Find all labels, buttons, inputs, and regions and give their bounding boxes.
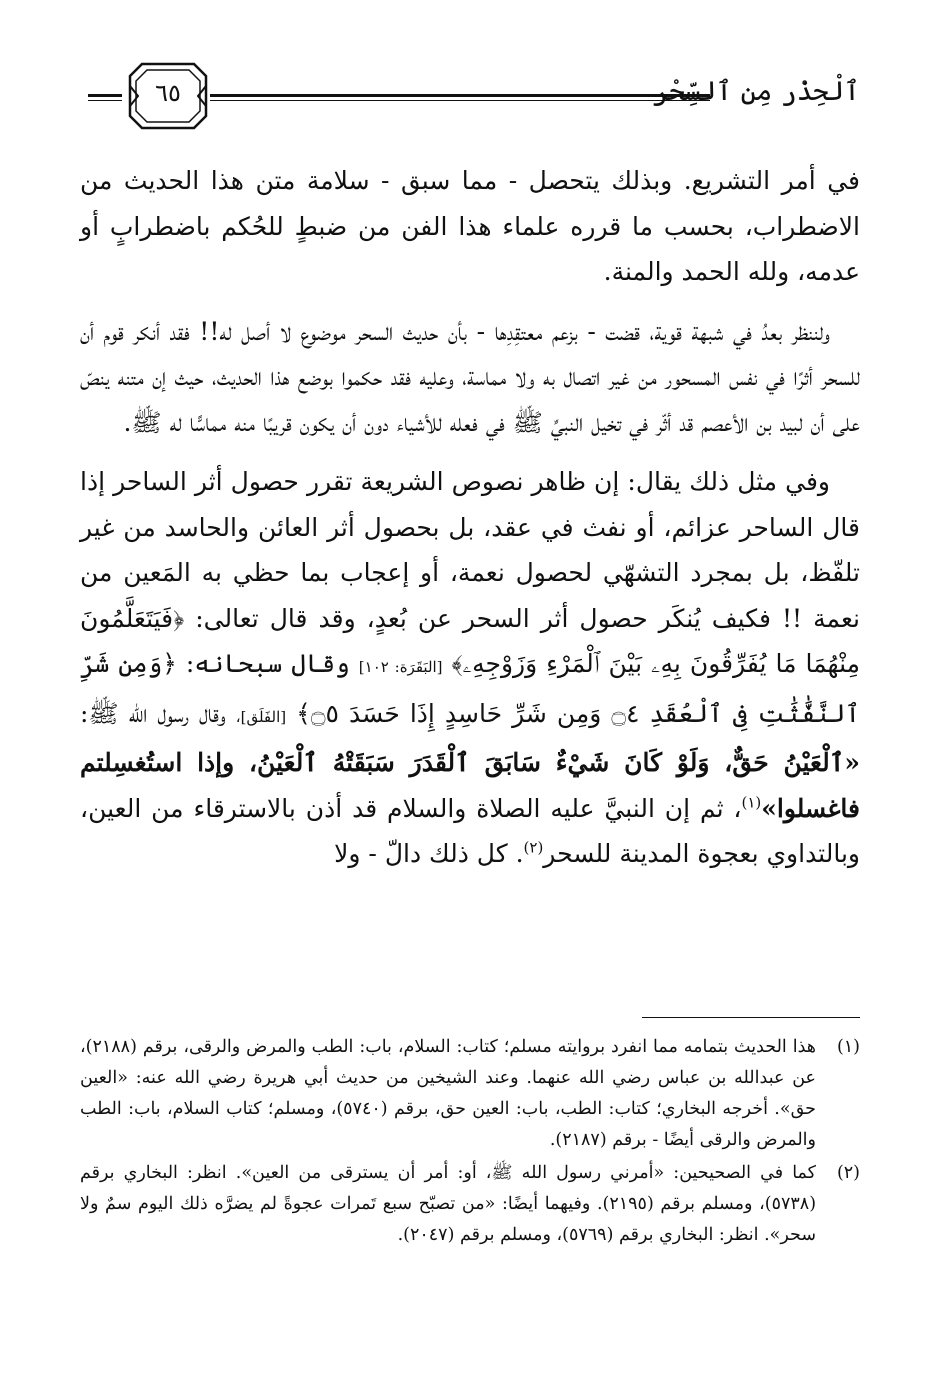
page-number: ٦٥ [155, 79, 181, 107]
footnotes [80, 1032, 860, 1251]
paragraph-2: ولننظر بعدُ في شبهة قوية، قضت - بزعم معتقِدِها - بأن حديث السحر موضوع لا أصل له!! فقد أنكر قوم أن للسحر أثرًا في نفس المسحور من غير اتصال به ولا مماسة، وعليه فقد حكموا بوضع هذا الحديث، حيث إن متنه ينصّ على أن لبيد بن الأعصم قد أثّر في تخيل النبيِّ ﷺ في فعله للأشياء دون أن يكون قريبًا منه مماسًّا له ﷺ. [80, 316, 860, 437]
paragraph-1: في أمر التشريع. وبذلك يتحصل - مما سبق - سلامة متن هذا الحديث من الاضطراب، بحسب ما قرره علماء هذا الفن من ضبطٍ للحُكم باضطرابٍ أو عدمه، ولله الحمد والمنة. [80, 166, 860, 286]
paragraph-3-text-e: . كل ذلك دالّ - ولا [334, 839, 524, 868]
header-rule [210, 94, 710, 101]
footnote-mark-1: (١) [741, 793, 762, 812]
footnote-text: كما في الصحيحين: «أمرني رسول الله ﷺ، أو: أمر أن يسترقى من العين». انظر: البخاري برقم (٥٧٣٨)، ومسلم برقم (٢١٩٥). وفيهما أيضًا: «من تصبّح سبع تَمرات عجوةً لم يضرَّه ذلك اليوم سمٌ ولا سحر». انظر: البخاري برقم (٥٧٦٩)، ومسلم برقم (٢٠٤٧). [80, 1163, 817, 1245]
footnote-mark-2: (٢) [523, 838, 544, 857]
main-text [80, 158, 860, 877]
quran-ref-2: [الفَلَق]، [235, 707, 287, 726]
header-rule-short [88, 94, 122, 101]
hadith-quote: «ٱلْعَيْنُ حَقٌّ، وَلَوْ كَانَ شَيْءٌ سَابَقَ ٱلْقَدَرَ سَبَقَتْهُ ٱلْعَيْنُ، وإذا استُغسِلتم فاغسلوا» [80, 748, 860, 823]
paragraph-3-text-d: ، ثم إن النبيَّ عليه الصلاة والسلام قد أذن بالاسترقاء من العين، وبالتداوي بعجوة المدينة للسحر [80, 793, 860, 868]
paragraph-3-text-c: وقال رسول الله ﷺ: [80, 698, 226, 728]
page-header [88, 58, 860, 130]
page-number-frame [128, 62, 208, 130]
footnote-number: (١) [836, 1037, 860, 1057]
footnote-separator [642, 1017, 860, 1018]
quran-verse-1: ﴿فَيَتَعَلَّمُونَ مِنْهُمَا مَا يُفَرِّقُونَ بِهِۦ بَيْنَ ٱلْمَرْءِ وَزَوْجِهِۦ﴾ [80, 603, 861, 678]
quran-ref-1: [البَقَرَة: ١٠٢] [358, 658, 443, 676]
footnote [80, 1158, 860, 1251]
footnote-text: هذا الحديث بتمامه مما انفرد بروايته مسلم؛ كتاب: السلام، باب: الطب والمرض والرقى، برقم (٢١٨٨)، عن عبدالله بن عباس رضي الله عنهما. وعند الشيخين من حديث أبي هريرة رضي الله عنه: «العين حق». أخرجه البخاري؛ كتاب: الطب، باب: العين حق، برقم (٥٧٤٠)، ومسلم؛ كتاب السلام، باب: الطب والمرض والرقى أيضًا - برقم (٢١٨٧). [80, 1037, 816, 1150]
paragraph-3 [80, 459, 860, 877]
book-title: ٱلْحِذْر مِن ٱلسِّحْر [652, 76, 860, 107]
quran-verse-2: ﴿وَمِن شَرِّ ٱلنَّفَّٰثَٰتِ فِى ٱلْعُقَدِ ۝٤ وَمِن شَرِّ حَاسِدٍ إِذَا حَسَدَ ۝٥﴾ [80, 649, 860, 728]
paragraph-3-text: وفي مثل ذلك يقال: إن ظاهر نصوص الشريعة تقرر حصول أثر الساحر إذا قال الساحر عزائم، أو نفث في عقد، بل بحصول أثر العائن والحاسد من غير تلفّظ، بل بمجرد التشهّي لحصول نعمة، أو إعجاب بما حظي به المَعين من نعمة !! فكيف يُنكَر حصول أثر السحر عن بُعدٍ، وقد قال تعالى: [80, 467, 860, 633]
footnote [80, 1032, 860, 1156]
footnote-number: (٢) [836, 1163, 860, 1183]
paragraph-3-text-b: وقال سبحانه: [185, 649, 350, 678]
